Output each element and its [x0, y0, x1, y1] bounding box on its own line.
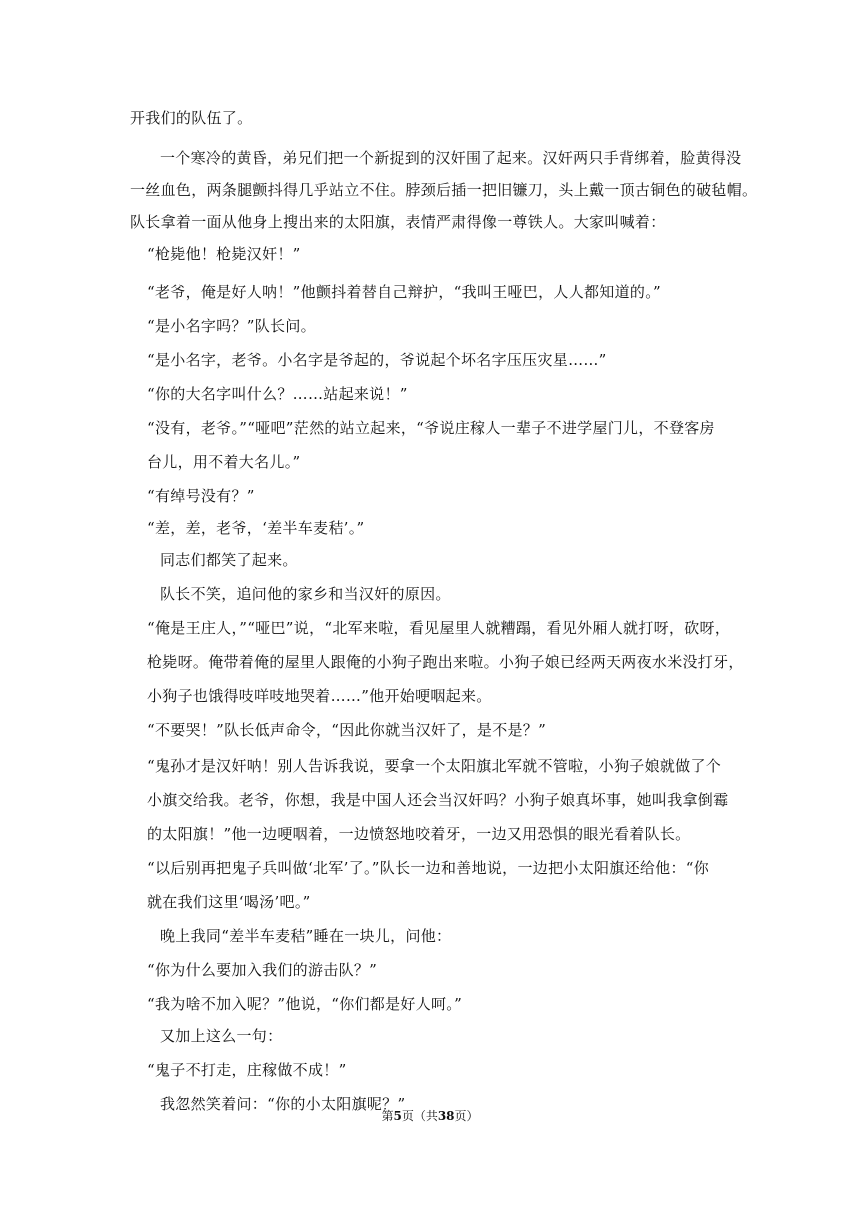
- text-line: 又加上这么一句：: [160, 1027, 283, 1045]
- text-line: 小狗子也饿得吱咩吱地哭着……”他开始哽咽起来。: [147, 687, 492, 705]
- text-line: 同志们都笑了起来。: [160, 551, 298, 569]
- text-line: “差，差，老爷，‘差半车麦秸’。”: [147, 519, 365, 537]
- text-line: 枪毙呀。俺带着俺的屋里人跟俺的小狗子跑出来啦。小狗子娘已经两天两夜水米没打牙，: [147, 653, 744, 671]
- page-footer: [0, 1108, 860, 1124]
- text-line: 小旗交给我。老爷，你想，我是中国人还会当汉奸吗？小狗子娘真坏事，她叫我拿倒霉: [147, 791, 729, 809]
- footer-prefix: 第: [381, 1109, 394, 1123]
- footer-suffix: 页）: [454, 1109, 479, 1123]
- text-line: 我忽然笑着问：“你的小太阳旗呢？”: [160, 1095, 406, 1113]
- text-line: 队长不笑，追问他的家乡和当汉奸的原因。: [160, 585, 451, 603]
- text-line: 晚上我同“差半车麦秸”睡在一块儿，问他：: [160, 927, 452, 945]
- text-line: “你为什么要加入我们的游击队？”: [147, 961, 378, 979]
- text-line: “俺是王庄人，”“哑巴”说，“北军来啦，看见屋里人就糟蹋，看见外厢人就打呀，砍呀，: [147, 619, 731, 637]
- text-line: “鬼孙才是汉奸呐！别人告诉我说，要拿一个太阳旗北军就不管啦，小狗子娘就做了个: [147, 757, 722, 775]
- text-line: 就在我们这里‘喝汤’吧。”: [147, 893, 311, 911]
- text-line: “是小名字吗？”队长问。: [147, 317, 316, 335]
- text-line: “不要哭！”队长低声命令，“因此你就当汉奸了，是不是？”: [147, 721, 547, 739]
- footer-middle: 页（共: [401, 1109, 438, 1123]
- text-line: “我为啥不加入呢？”他说，“你们都是好人呵。”: [147, 995, 463, 1013]
- text-line: 台儿，用不着大名儿。”: [147, 453, 301, 471]
- text-line: 开我们的队伍了。: [130, 109, 253, 127]
- footer-total-pages: 38: [437, 1109, 455, 1123]
- text-line: 一丝血色，两条腿颤抖得几乎站立不住。脖颈后插一把旧镰刀，头上戴一顶古铜色的破毡帽。: [130, 181, 758, 199]
- footer-page-number: 5: [393, 1109, 402, 1123]
- text-line: 一个寒冷的黄昏，弟兄们把一个新捉到的汉奸围了起来。汉奸两只手背绑着，脸黄得没: [160, 149, 742, 167]
- text-line: “是小名字，老爷。小名字是爷起的，爷说起个坏名字压压灾星……”: [147, 351, 607, 369]
- text-line: “鬼子不打走，庄稼做不成！”: [147, 1061, 347, 1079]
- text-line: 队长拿着一面从他身上搜出来的太阳旗，表情严肃得像一尊铁人。大家叫喊着：: [130, 213, 666, 231]
- text-line: “有绰号没有？”: [147, 487, 255, 505]
- text-line: “你的大名字叫什么？……站起来说！”: [147, 385, 408, 403]
- text-line: “没有，老爷。”“哑吧”茫然的站立起来，“爷说庄稼人一辈子不进学屋门儿，不登客房: [147, 419, 715, 437]
- text-line: “以后别再把鬼子兵叫做‘北军’了。”队长一边和善地说，一边把小太阳旗还给他：“你: [147, 859, 710, 877]
- text-line: “枪毙他！枪毙汉奸！”: [147, 245, 301, 263]
- text-line: 的太阳旗！”他一边哽咽着，一边愤怒地咬着牙，一边又用恐惧的眼光看着队长。: [147, 825, 691, 843]
- text-line: “老爷，俺是好人呐！”他颤抖着替自己辩护，“我叫王哑巴，人人都知道的。”: [147, 283, 661, 301]
